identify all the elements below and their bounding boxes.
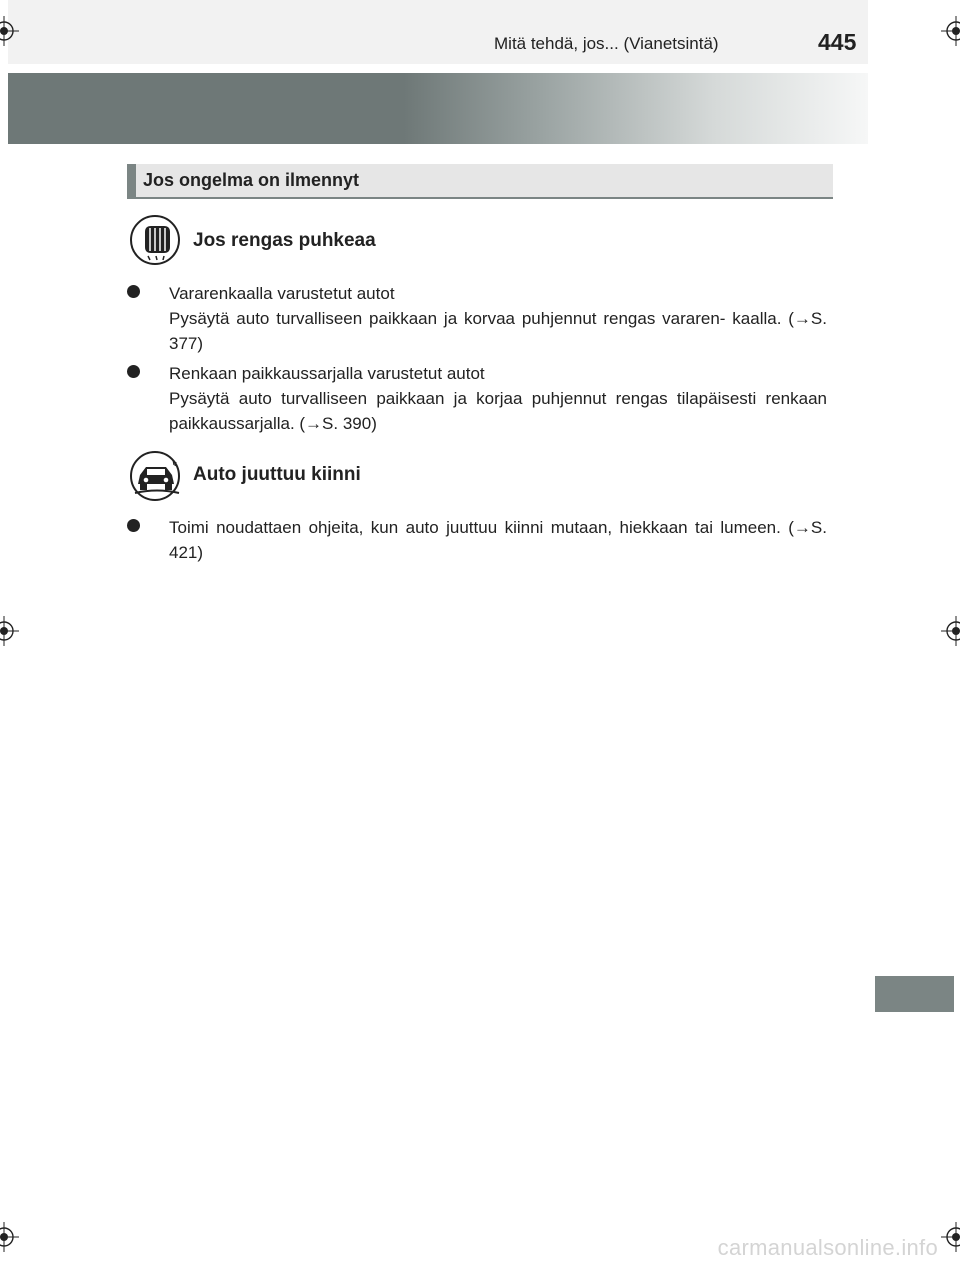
- item-text: Toimi noudattaen ohjeita, kun auto juuttuu kiinni mutaan, hiekkaan tai lumeen. (→S. 421): [169, 518, 827, 562]
- bullet-dot: [127, 365, 140, 378]
- registration-mark-icon: [0, 1222, 19, 1252]
- registration-mark-icon: [941, 16, 960, 46]
- registration-mark-icon: [941, 1222, 960, 1252]
- section-title: Jos ongelma on ilmennyt: [143, 170, 360, 190]
- bullet-dot: [127, 285, 140, 298]
- section-heading-bar: [127, 164, 833, 199]
- flat-tire-icon: [130, 215, 180, 265]
- bullet-dot: [127, 519, 140, 532]
- chapter-side-tab: [875, 976, 954, 1012]
- item-heading: Renkaan paikkaussarjalla varustetut autot: [169, 364, 485, 383]
- item-heading: Vararenkaalla varustetut autot: [169, 284, 395, 303]
- item-text: Pysäytä auto turvalliseen paikkaan ja korvaa puhjennut rengas vararen- kaalla. (→S. 377): [169, 309, 827, 353]
- registration-mark-icon: [941, 616, 960, 646]
- registration-mark-icon: [0, 16, 19, 46]
- watermark: carmanualsonline.info: [717, 1235, 938, 1260]
- item-text: Pysäytä auto turvalliseen paikkaan ja korjaa puhjennut rengas tilapäisesti renkaan paikkaussarjalla. (→S. 390): [169, 389, 827, 433]
- section-accent: [127, 164, 136, 197]
- stuck-car-icon: [130, 451, 180, 501]
- registration-mark-icon: [0, 616, 19, 646]
- topic-title-flat-tire: Jos rengas puhkeaa: [193, 230, 376, 251]
- chapter-banner: [8, 73, 868, 144]
- topic-title-stuck-car: Auto juuttuu kiinni: [193, 464, 361, 485]
- header-strip: [8, 0, 868, 64]
- header-title: Mitä tehdä, jos... (Vianetsintä): [494, 34, 719, 53]
- page-number: 445: [818, 29, 857, 55]
